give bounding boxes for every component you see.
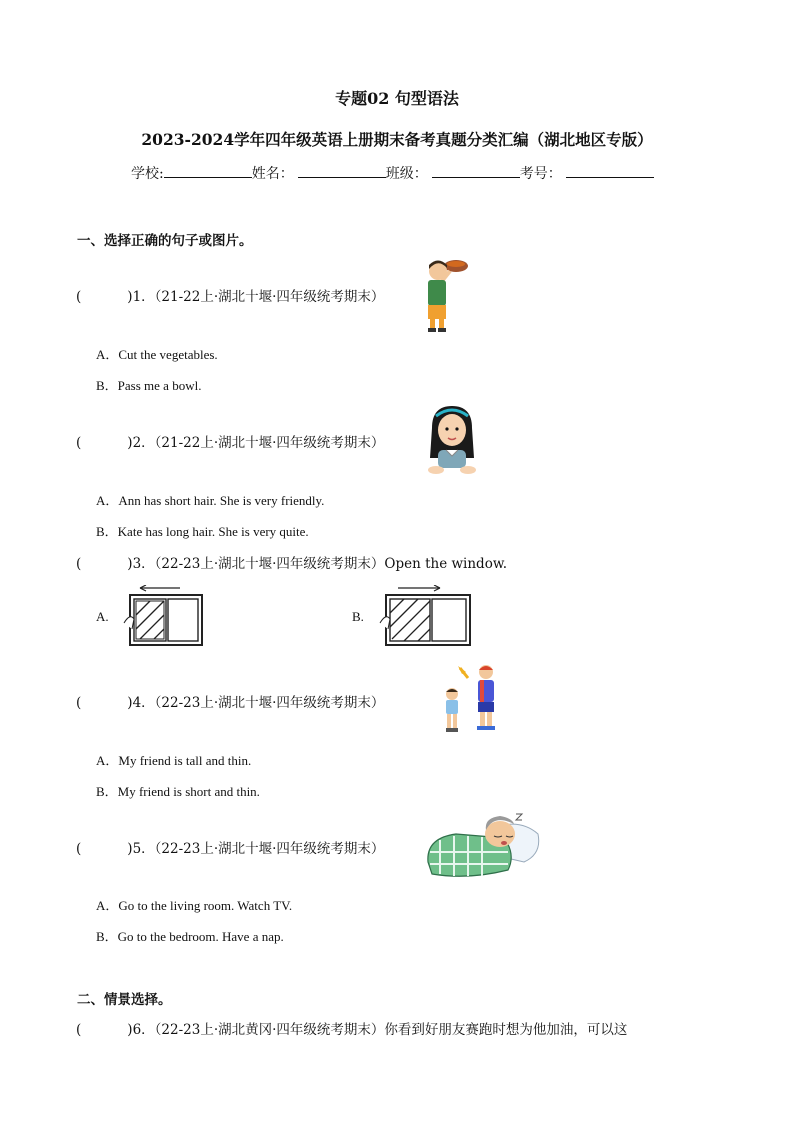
question-stem: ( )4．（22-23上·湖北十堰·四年级统考期末）: [76, 695, 385, 711]
page-title: 专题02 句型语法: [335, 89, 459, 108]
question-stem: ( )5．（22-23上·湖北十堰·四年级统考期末）: [76, 841, 385, 857]
answer-paren-close: ): [127, 1022, 133, 1038]
question-stem: ( )6．（22-23上·湖北黄冈·四年级统考期末）你看到好朋友赛跑时想为他加油，可以这: [76, 1022, 628, 1038]
option-a[interactable]: A．My friend is tall and thin.: [96, 753, 252, 768]
answer-paren-close: ): [127, 841, 133, 857]
option-a[interactable]: A.: [96, 609, 109, 624]
answer-paren-close: ): [127, 289, 133, 305]
answer-paren-open: (: [76, 556, 82, 572]
answer-paren-close: ): [127, 435, 133, 451]
student-info-row: [131, 163, 654, 183]
boy-holding-bowl-illustration: [420, 255, 472, 333]
answer-paren-open: (: [76, 841, 82, 857]
name-label: 姓名：: [251, 166, 294, 182]
question-stem: ( )3．（22-23上·湖北十堰·四年级统考期末）Open the window.: [76, 556, 508, 572]
window-opening-left-icon: [120, 585, 206, 649]
exam-number-field[interactable]: [566, 163, 654, 178]
option-b[interactable]: B．Go to the bedroom. Have a nap.: [96, 929, 284, 944]
answer-paren-close: ): [127, 556, 133, 572]
question-stem: ( )1．（21-22上·湖北十堰·四年级统考期末）: [76, 289, 385, 305]
option-a[interactable]: A．Cut the vegetables.: [96, 347, 218, 362]
option-b[interactable]: B.: [352, 609, 364, 624]
exam-number-label: 考号：: [519, 166, 562, 182]
question-stem: ( )2．（21-22上·湖北十堰·四年级统考期末）: [76, 435, 385, 451]
short-and-tall-boys-illustration: [438, 662, 504, 736]
answer-paren-open: (: [76, 1022, 82, 1038]
name-field[interactable]: [298, 163, 386, 178]
option-a[interactable]: A．Go to the living room. Watch TV.: [96, 898, 293, 913]
school-label: 学校:: [131, 166, 164, 182]
answer-paren-open: (: [76, 289, 82, 305]
option-a[interactable]: A．Ann has short hair. She is very friendly.: [96, 493, 325, 508]
answer-paren-open: (: [76, 435, 82, 451]
section-title: 二、情景选择。: [77, 992, 172, 1008]
window-opening-right-icon: [376, 585, 474, 649]
section-title: 一、选择正确的句子或图片。: [77, 233, 253, 249]
girl-long-hair-illustration: [424, 402, 480, 476]
answer-paren-open: (: [76, 695, 82, 711]
option-b[interactable]: B．My friend is short and thin.: [96, 784, 260, 799]
option-b[interactable]: B．Pass me a bowl.: [96, 378, 202, 393]
answer-paren-close: ): [127, 695, 133, 711]
school-field[interactable]: [164, 163, 252, 178]
class-field[interactable]: [432, 163, 520, 178]
class-label: 班级：: [385, 166, 428, 182]
page-subtitle: 2023-2024学年四年级英语上册期末备考真题分类汇编（湖北地区专版）: [141, 130, 653, 149]
option-b[interactable]: B．Kate has long hair. She is very quite.: [96, 524, 309, 539]
man-sleeping-in-bed-illustration: [420, 808, 544, 882]
